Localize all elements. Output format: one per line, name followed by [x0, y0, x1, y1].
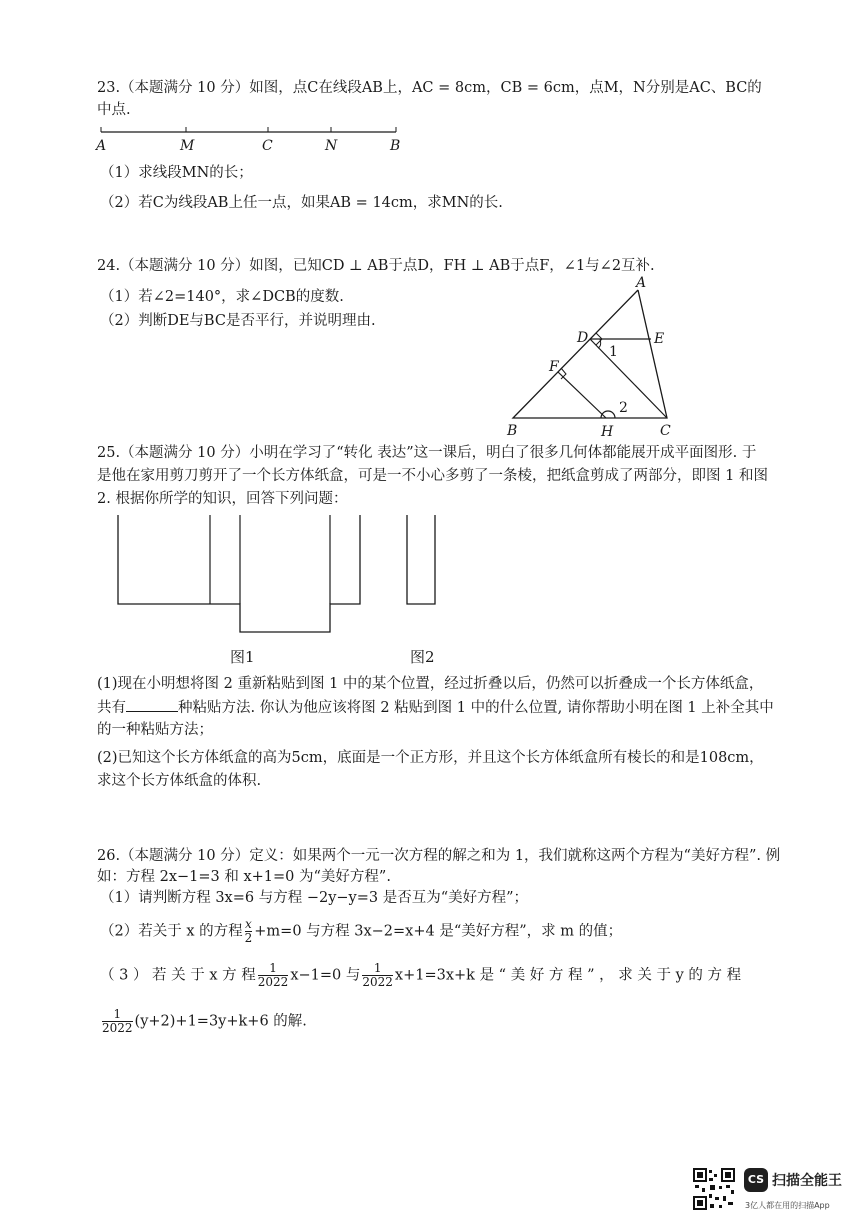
label-c: C: [660, 423, 671, 439]
point-a-label: A: [96, 138, 107, 154]
figure2-caption: 图2: [410, 648, 435, 666]
figure1-caption: 图1: [230, 648, 255, 666]
fraction-1-over-2022-c: $\frac{1}{2022}$: [102, 1007, 133, 1035]
fraction-1-over-2022-b: $\frac{1}{2022}$: [362, 961, 393, 989]
fraction-1-over-2022-a: $\frac{1}{2022}$: [257, 961, 289, 989]
q25-line1: 25.（本题满分 10 分）小明在学习了“转化 表达”这一课后，明白了很多几何体都能展开成平面图形. 于: [97, 445, 757, 461]
q26-part2-prefix: （2）若关于 x 的方程: [100, 923, 243, 940]
q24-part1: （1）若∠2=140°，求∠DCB的度数.: [100, 289, 344, 305]
q23-line1: 23.（本题满分 10 分）如图，点C在线段AB上，AC = 8cm，CB = 6cm，点M，N分别是AC、BC的: [97, 80, 762, 96]
q25-part1-suffix: 种粘贴方法. 你认为他应该将图 2 粘贴到图 1 中的什么位置, 请你帮助小明在图 1 上补全其中: [178, 700, 774, 716]
q25-part1-line3: 的一种粘贴方法；: [97, 722, 213, 738]
q24-triangle-figure: [505, 276, 695, 446]
q23-segment-figure: [96, 124, 416, 154]
q25-figure1-net: [115, 512, 375, 637]
q26-part2: [100, 918, 622, 945]
point-c-label: C: [262, 138, 273, 154]
label-e: E: [654, 331, 665, 347]
triangle-abc: [513, 290, 667, 418]
point-m-label: M: [180, 138, 195, 154]
q23-part1: （1）求线段MN的长；: [100, 165, 253, 181]
qr-code-icon: [693, 1168, 735, 1210]
q23-line2: 中点.: [97, 102, 131, 118]
q26-part3-equation: (y+2)+1=3y+k+6 的解.: [134, 1013, 307, 1030]
fraction-x-over-2: $\frac{x}{2}$: [244, 917, 253, 945]
q25-part2-line1: (2)已知这个长方体纸盒的高为5cm，底面是一个正方形，并且这个长方体纸盒所有棱长的和是108cm，: [97, 750, 764, 766]
scanner-logo-icon: CS: [744, 1168, 768, 1192]
label-angle1: 1: [609, 344, 618, 360]
q26-part2-suffix: +m=0 与方程 3x−2=x+4 是“美好方程”，求 m 的值；: [254, 923, 623, 940]
point-b-label: B: [390, 138, 401, 154]
q25-line2: 是他在家用剪刀剪开了一个长方体纸盒，可是一不小心多剪了一条棱，把纸盒剪成了两部分，即图 1 和图: [97, 468, 768, 484]
q23-part2: （2）若C为线段AB上任一点，如果AB = 14cm，求MN的长.: [100, 195, 503, 211]
q24-part2: （2）判断DE与BC是否平行，并说明理由.: [100, 313, 376, 329]
q26-part1: （1）请判断方程 3x=6 与方程 −2y−y=3 是否互为“美好方程”；: [100, 890, 529, 906]
q26-part3-line1: [100, 962, 741, 989]
label-f: F: [549, 359, 559, 375]
q26-line1: 26.（本题满分 10 分）定义：如果两个一元一次方程的解之和为 1，我们就称这两个方程为“美好方程”. 例: [97, 848, 781, 864]
q25-figure2-piece: [404, 512, 444, 612]
label-a: A: [636, 275, 647, 291]
answer-blank[interactable]: [126, 697, 178, 712]
label-h: H: [601, 424, 614, 440]
piece-outline: [407, 515, 435, 604]
segment-cd: [590, 339, 667, 418]
q25-part1-prefix: 共有: [97, 700, 126, 716]
net-outline: [118, 515, 360, 632]
scanner-tagline: 3亿人都在用的扫描App: [745, 1201, 830, 1210]
point-n-label: N: [325, 138, 338, 154]
q26-part3-line2: [100, 1008, 307, 1035]
label-angle2: 2: [619, 400, 628, 416]
q25-line3: 2. 根据你所学的知识，回答下列问题：: [97, 491, 348, 507]
q26-part3-mid: x−1=0 与: [290, 967, 361, 984]
label-b: B: [507, 423, 518, 439]
q26-part3-suffix: x+1=3x+k 是 “ 美 好 方 程 ” ， 求 关 于 y 的 方 程: [394, 967, 742, 984]
scanner-brand: 扫描全能王: [772, 1173, 842, 1189]
q25-part2-line2: 求这个长方体纸盒的体积.: [97, 773, 262, 789]
q26-line2: 如：方程 2x−1=3 和 x+1=0 为“美好方程”.: [97, 869, 391, 885]
q25-part1-line1: (1)现在小明想将图 2 重新粘贴到图 1 中的某个位置，经过折叠以后，仍然可以折叠成一个长方体纸盒，: [97, 676, 764, 692]
segment-fh: [558, 372, 606, 418]
angle1-arc: [598, 339, 601, 348]
q24-line1: 24.（本题满分 10 分）如图，已知CD ⊥ AB于点D，FH ⊥ AB于点F，∠1与∠2互补.: [97, 258, 655, 274]
label-d: D: [577, 330, 589, 346]
q25-part1-line2: [97, 697, 774, 718]
q26-part3-prefix: （ 3 ） 若 关 于 x 方 程: [100, 967, 256, 984]
